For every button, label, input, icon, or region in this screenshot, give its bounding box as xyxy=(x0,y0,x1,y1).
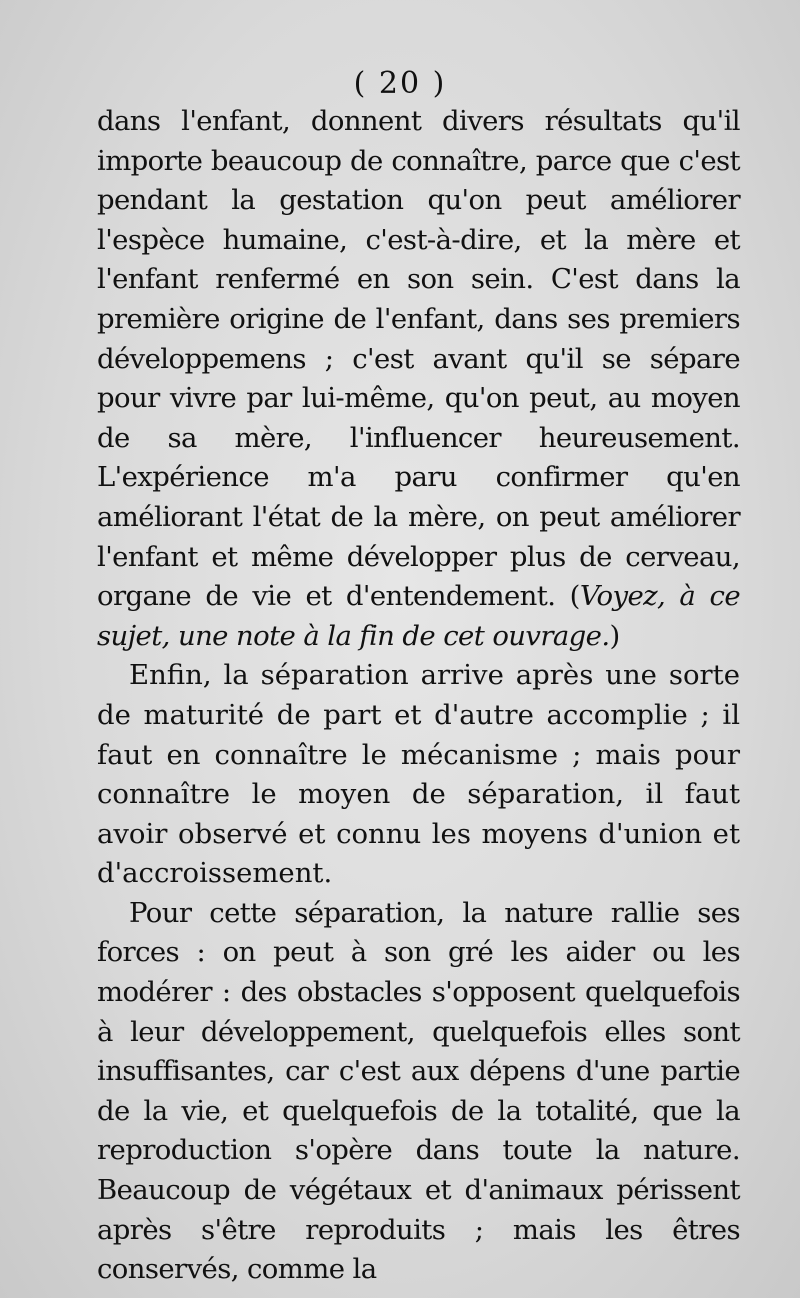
body-text xyxy=(97,102,740,1290)
paragraph-1-closing: ) xyxy=(609,619,620,652)
paragraph-1 xyxy=(97,102,740,656)
page-number: ( 20 ) xyxy=(353,66,447,101)
paragraph-3: Pour cette séparation, la nature rallie ses forces : on peut à son gré les aider ou les modérer : des obstacles s'opposent quelquefois à leur développement, quelquefois elles sont insuffisantes, car c'est aux dépens d'une partie de la vie, et quelquefois de la totalité, que la reproduction s'opère dans toute la nature. Beaucoup de végétaux et d'animaux périssent après s'être reproduits ; mais les êtres conservés, comme la xyxy=(97,896,740,1286)
paragraph-1-italic-note: Voyez, à ce sujet, une note à la fin de cet ouvrage. xyxy=(97,580,740,652)
paragraph-1-text: dans l'enfant, donnent divers résultats qu'il importe beaucoup de connaître, parce que c'est pendant la gestation qu'on peut améliorer l'espèce humaine, c'est-à-dire, et la mère et l'enfant renfermé en son sein. C'est dans la première origine de l'enfant, dans ses premiers développemens ; c'est avant qu'il se sépare pour vivre par lui-même, qu'on peut, au moyen de sa mère, l'influencer heureusement. L'expérience m'a paru confirmer qu'en améliorant l'état de la mère, on peut améliorer l'enfant et même développer plus de cerveau, organe de vie et d'entendement. ( xyxy=(97,105,740,613)
paragraph-2: Enfin, la séparation arrive après une sorte de maturité de part et d'autre accomplie ; il faut en connaître le mécanisme ; mais pour connaître le moyen de séparation, il faut avoir observé et connu les moyens d'union et d'accroissement. xyxy=(97,659,740,890)
